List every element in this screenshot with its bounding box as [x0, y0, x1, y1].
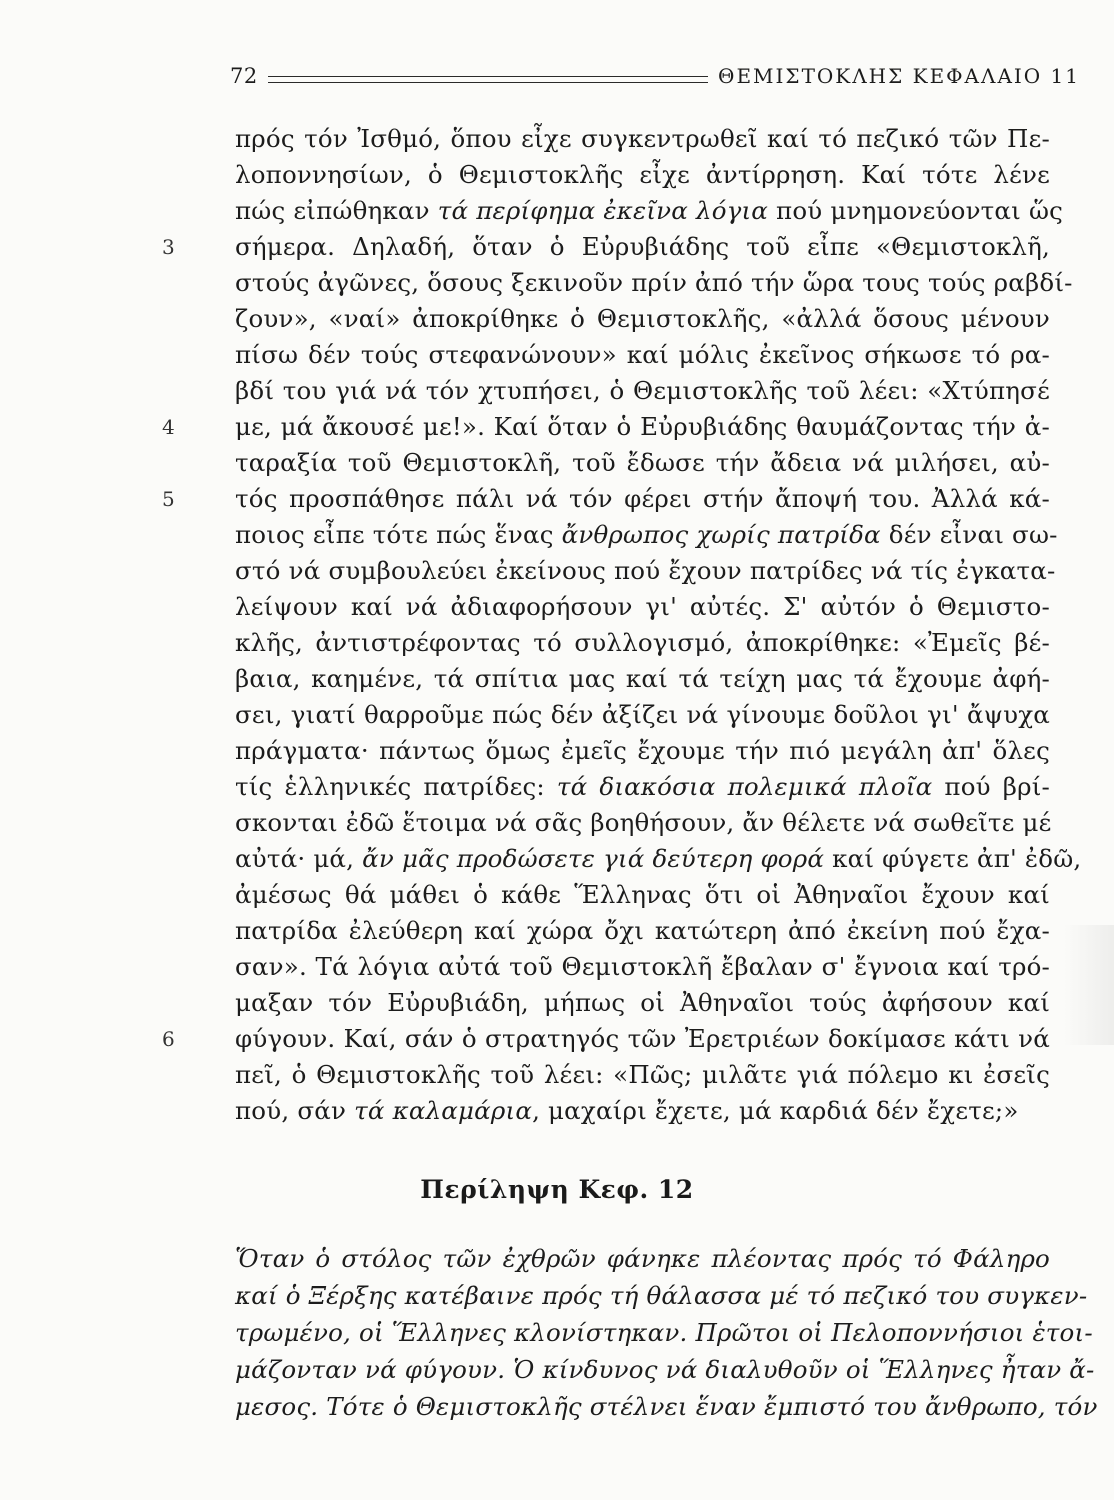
text-line: [235, 697, 1050, 733]
text-line: [235, 301, 1050, 337]
text-segment: λοποννησίων, ὁ Θεμιστοκλῆς εἶχε ἀντίρρηση. Καί τότε λένε: [235, 160, 1050, 189]
text-line: [235, 337, 1050, 373]
text-segment: πού βρί-: [932, 772, 1051, 801]
text-line: [162, 409, 1050, 445]
text-line: [235, 517, 1058, 553]
text-line: [235, 733, 1050, 769]
text-segment: σκονται ἐδῶ ἕτοιμα νά σᾶς βοηθήσουν, ἄν θέλετε νά σωθεῖτε μέ: [235, 808, 1052, 837]
summary-line: τρωμένο, οἱ Ἕλληνες κλονίστηκαν. Πρῶτοι οἱ Πελοποννήσιοι ἑτοι-: [235, 1318, 1093, 1347]
summary-text: [235, 1240, 1098, 1425]
italic-quote: τά περίφημα ἐκεῖνα λόγια: [437, 196, 769, 225]
text-segment: πατρίδα ἐλεύθερη καί χώρα ὄχι κατώτερη ἀπό ἐκείνη πού ἔχα-: [235, 916, 1050, 945]
text-segment: βδί του γιά νά τόν χτυπήσει, ὁ Θεμιστοκλῆς τοῦ λέει: «Χτύπησέ: [235, 376, 1050, 405]
margin-line-number: 3: [162, 235, 175, 259]
text-line: [235, 841, 1082, 877]
summary-line: μεσος. Τότε ὁ Θεμιστοκλῆς στέλνει ἕναν ἔμπιστό του ἄνθρωπο, τόν: [235, 1392, 1098, 1421]
text-segment: φύγουν. Καί, σάν ὁ στρατηγός τῶν Ἐρετριέων δοκίμασε κάτι νά: [235, 1024, 1050, 1053]
summary-line: Ὅταν ὁ στόλος τῶν ἐχθρῶν φάνηκε πλέοντας πρός τό Φάληρο: [235, 1244, 1050, 1273]
italic-quote: ἄνθρωπος χωρίς πατρίδα: [561, 520, 881, 549]
text-segment: λείψουν καί νά ἀδιαφορήσουν γι' αὐτές. Σ' αὐτόν ὁ Θεμιστο-: [235, 592, 1050, 621]
text-line: [235, 265, 1073, 301]
text-segment: σήμερα. Δηλαδή, ὅταν ὁ Εὐρυβιάδης τοῦ εἶπε «Θεμιστοκλῆ,: [235, 232, 1050, 261]
summary-line: μάζονταν νά φύγουν. Ὁ κίνδυνος νά διαλυθοῦν οἱ Ἕλληνες ἦταν ἄ-: [235, 1355, 1095, 1384]
text-line: [235, 193, 1064, 229]
text-segment: πώς εἰπώθηκαν: [235, 196, 438, 225]
text-segment: σει, γιατί θαρροῦμε πώς δέν ἀξίζει νά γίνουμε δοῦλοι γι' ἄψυχα: [235, 700, 1050, 729]
italic-quote: τά διακόσια πολεμικά πλοῖα: [556, 772, 933, 801]
text-segment: ποιος εἶπε τότε πώς ἕνας: [235, 520, 562, 549]
summary-line: καί ὁ Ξέρξης κατέβαινε πρός τή θάλασσα μέ τό πεζικό του συγκεν-: [235, 1281, 1088, 1310]
text-line: [235, 769, 1050, 805]
text-line: [235, 985, 1050, 1021]
margin-line-number: 4: [162, 415, 175, 439]
text-line: [235, 445, 1050, 481]
text-line: [235, 1093, 1050, 1129]
margin-line-number: 6: [162, 1027, 175, 1051]
text-line: [235, 805, 1050, 841]
text-segment: καί φύγετε ἀπ' ἐδῶ,: [824, 844, 1082, 873]
running-header: [230, 60, 1080, 92]
text-line: [235, 625, 1050, 661]
text-line: [162, 229, 1050, 265]
text-line: [235, 661, 1050, 697]
text-segment: κλῆς, ἀντιστρέφοντας τό συλλογισμό, ἀποκρίθηκε: «Ἐμεῖς βέ-: [235, 628, 1050, 657]
header-rule: [268, 76, 708, 83]
text-segment: τός προσπάθησε πάλι νά τόν φέρει στήν ἄποψή του. Ἀλλά κά-: [235, 484, 1050, 513]
text-segment: ζουν», «ναί» ἀποκρίθηκε ὁ Θεμιστοκλῆς, «ἀλλά ὅσους μένουν: [235, 304, 1050, 333]
italic-quote: τά καλαμάρια: [354, 1096, 533, 1125]
text-segment: πού, σάν: [235, 1096, 355, 1125]
italic-quote: ἄν μᾶς προδώσετε γιά δεύτερη φορά: [362, 844, 825, 873]
text-line: [235, 1057, 1050, 1093]
text-segment: σαν». Τά λόγια αὐτά τοῦ Θεμιστοκλῆ ἔβαλαν σ' ἔγνοια καί τρό-: [235, 952, 1050, 981]
text-segment: στό νά συμβουλεύει ἐκείνους πού ἔχουν πατρίδες νά τίς ἐγκατα-: [235, 556, 1056, 585]
body-text: [162, 121, 1082, 1129]
text-segment: με, μά ἄκουσέ με!». Καί ὅταν ὁ Εὐρυβιάδης θαυμάζοντας τήν ἀ-: [235, 412, 1050, 441]
text-segment: πού μνημονεύονται ὥς: [768, 196, 1064, 225]
text-segment: δέν εἶναι σω-: [880, 520, 1058, 549]
text-line: [235, 157, 1050, 193]
text-line: [235, 553, 1056, 589]
text-line: [235, 121, 1050, 157]
text-line: [162, 1021, 1050, 1057]
text-segment: , μαχαίρι ἔχετε, μά καρδιά δέν ἔχετε;»: [532, 1096, 1019, 1125]
text-segment: πράγματα· πάντως ὅμως ἐμεῖς ἔχουμε τήν πιό μεγάλη ἀπ' ὅλες: [235, 736, 1050, 765]
text-segment: τίς ἑλληνικές πατρίδες:: [235, 772, 557, 801]
text-segment: βαια, καημένε, τά σπίτια μας καί τά τείχη μας τά ἔχουμε ἀφή-: [235, 664, 1050, 693]
text-line: [235, 373, 1050, 409]
text-segment: αὐτά· μά,: [235, 844, 363, 873]
section-heading: Περίληψη Κεφ. 12: [420, 1175, 694, 1204]
text-segment: στούς ἀγῶνες, ὅσους ξεκινοῦν πρίν ἀπό τήν ὥρα τους τούς ραβδί-: [235, 268, 1073, 297]
text-segment: ταραξία τοῦ Θεμιστοκλῆ, τοῦ ἔδωσε τήν ἄδεια νά μιλήσει, αὐ-: [235, 448, 1050, 477]
text-line: [162, 481, 1050, 517]
text-segment: πεῖ, ὁ Θεμιστοκλῆς τοῦ λέει: «Πῶς; μιλᾶτε γιά πόλεμο κι ἐσεῖς: [235, 1060, 1050, 1089]
text-line: [235, 877, 1050, 913]
margin-line-number: 5: [162, 487, 175, 511]
chapter-title: ΘΕΜΙΣΤΟΚΛΗΣ ΚΕΦΑΛΑΙΟ 11: [718, 64, 1080, 88]
text-segment: πρός τόν Ἰσθμό, ὅπου εἶχε συγκεντρωθεῖ καί τό πεζικό τῶν Πε-: [235, 124, 1050, 153]
page-bleed-through: [1064, 925, 1114, 1045]
text-segment: πίσω δέν τούς στεφανώνουν» καί μόλις ἐκεῖνος σήκωσε τό ρα-: [235, 340, 1050, 369]
text-line: [235, 589, 1050, 625]
text-line: [235, 913, 1050, 949]
text-segment: ἀμέσως θά μάθει ὁ κάθε Ἕλληνας ὅτι οἱ Ἀθηναῖοι ἔχουν καί: [235, 880, 1050, 909]
page-number: 72: [230, 64, 258, 88]
text-line: [235, 949, 1050, 985]
text-segment: μαξαν τόν Εὐρυβιάδη, μήπως οἱ Ἀθηναῖοι τούς ἀφήσουν καί: [235, 988, 1050, 1017]
